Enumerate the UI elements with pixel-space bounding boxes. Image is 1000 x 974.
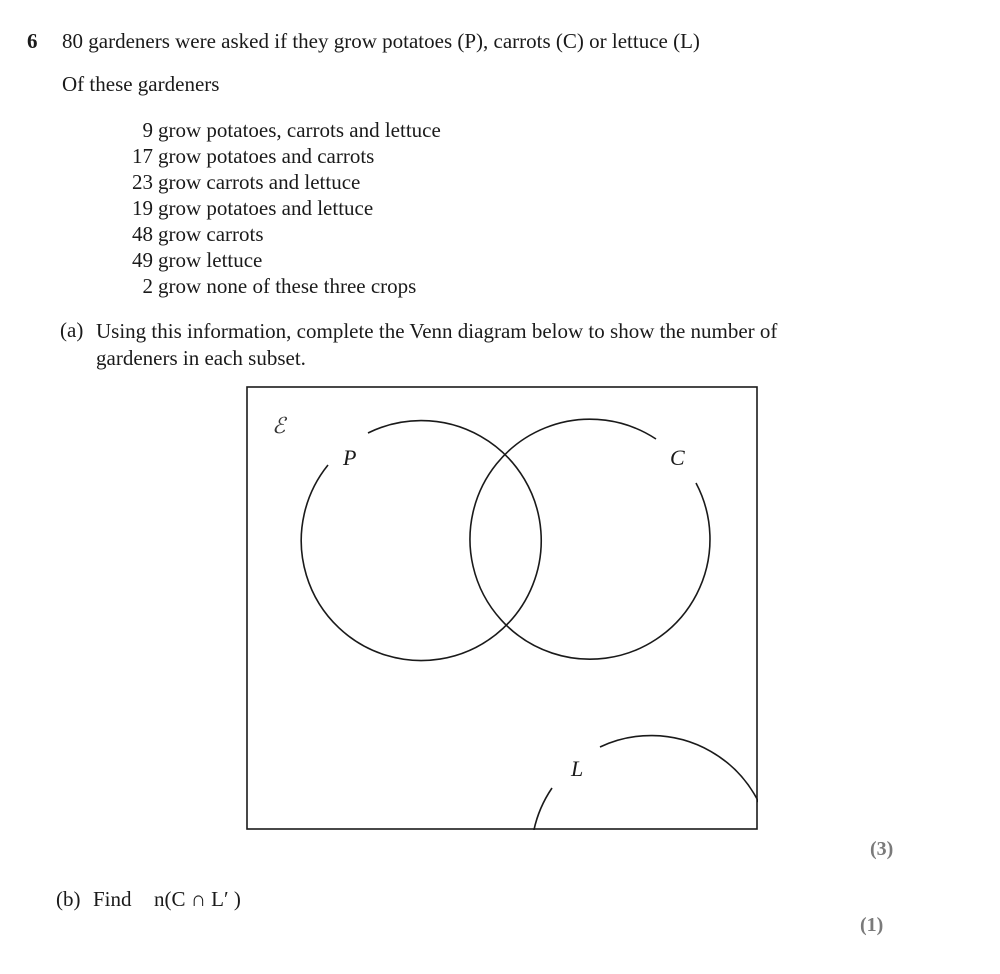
part-a-text [96, 318, 777, 372]
fact-row [0, 117, 600, 143]
universal-set-symbol: ℰ [272, 414, 286, 439]
fact-text: grow carrots and lettuce [158, 170, 361, 194]
fact-row [0, 221, 600, 247]
part-b-label: (b) [56, 887, 81, 911]
fact-text: grow carrots [158, 222, 264, 246]
fact-row [0, 195, 600, 221]
fact-row [0, 247, 600, 273]
part-b-text: Find [93, 887, 132, 911]
venn-diagram [246, 386, 758, 830]
fact-number: 49 [132, 248, 153, 272]
fact-number: 9 [142, 118, 153, 142]
part-a-line-1: Using this information, complete the Venn diagram below to show the number of [96, 319, 778, 343]
question-intro: Of these gardeners [62, 72, 220, 96]
fact-row [0, 143, 600, 169]
part-b-expression: n(C ∩ L′ ) [154, 887, 241, 911]
part-a-line-2: gardeners in each subset. [96, 346, 306, 370]
fact-row [0, 169, 600, 195]
question-number: 6 [27, 29, 38, 53]
label-c: C [670, 445, 685, 470]
fact-text: grow none of these three crops [158, 274, 417, 298]
fact-text: grow potatoes, carrots and lettuce [158, 118, 441, 142]
part-b-marks: (1) [860, 914, 884, 936]
label-p: P [343, 445, 357, 470]
part-a-marks: (3) [870, 838, 894, 860]
fact-number: 2 [142, 274, 153, 298]
facts-list [0, 117, 600, 299]
fact-text: grow potatoes and lettuce [158, 196, 374, 220]
fact-text: grow lettuce [158, 248, 263, 272]
part-a-label: (a) [60, 318, 84, 342]
fact-text: grow potatoes and carrots [158, 144, 375, 168]
fact-number: 48 [132, 222, 153, 246]
label-l: L [571, 756, 584, 781]
fact-number: 17 [132, 144, 153, 168]
circle-l [531, 736, 758, 830]
fact-number: 23 [132, 170, 153, 194]
fact-row [0, 273, 600, 299]
question-stem: 80 gardeners were asked if they grow potatoes (P), carrots (C) or lettuce (L) [62, 29, 700, 53]
fact-number: 19 [132, 196, 153, 220]
